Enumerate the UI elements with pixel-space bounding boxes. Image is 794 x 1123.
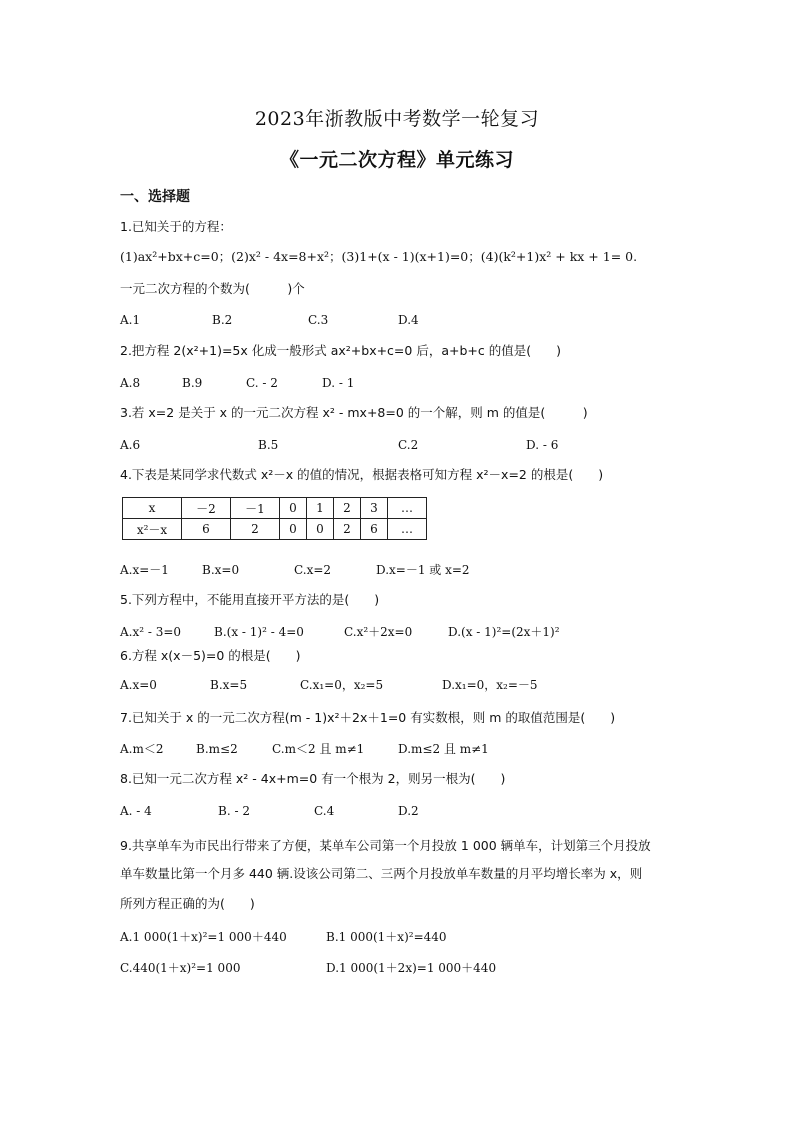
table-cell: x	[123, 498, 182, 519]
question-3-option-d: D. - 6	[526, 438, 559, 452]
table-cell: 6	[361, 519, 388, 540]
question-7-stem: 7.已知关于 x 的一元二次方程(m - 1)x²＋2x＋1=0 有实数根，则 m 的取值范围是( )	[120, 710, 616, 725]
question-2-option-a: A.8	[120, 376, 141, 390]
question-6-stem: 6.方程 x(x－5)=0 的根是( )	[120, 648, 301, 663]
table-cell: 0	[307, 519, 334, 540]
question-5-option-c: C.x²＋2x=0	[344, 625, 413, 639]
table-cell: 1	[307, 498, 334, 519]
question-8-option-c: C.4	[314, 804, 335, 818]
question-4-option-d: D.x=－1 或 x=2	[376, 563, 470, 577]
question-7-option-a: A.m＜2	[120, 742, 164, 756]
question-9-option-c: C.440(1＋x)²=1 000	[120, 961, 241, 975]
table-cell: 6	[182, 519, 231, 540]
question-9-stem-line-3: 所列方程正确的为( )	[120, 896, 255, 911]
question-1-stem: 1.已知关于的方程：	[120, 219, 232, 234]
table-cell: 2	[334, 519, 361, 540]
table-cell: …	[388, 519, 427, 540]
question-6-option-b: B.x=5	[210, 678, 248, 692]
question-2-option-b: B.9	[182, 376, 203, 390]
section-heading: 一、选择题	[120, 189, 190, 205]
question-6-option-a: A.x=0	[120, 678, 157, 692]
question-7-option-c: C.m＜2 且 m≠1	[272, 742, 365, 756]
question-9-stem-line-2: 单车数量比第一个月多 440 辆.设该公司第二、三两个月投放单车数量的月平均增长率为 x，则	[120, 866, 643, 881]
table-cell: 3	[361, 498, 388, 519]
question-1-ask: 一元二次方程的个数为( )个	[120, 281, 305, 296]
question-3-option-a: A.6	[120, 438, 141, 452]
question-5-option-b: B.(x - 1)² - 4=0	[214, 625, 304, 639]
question-2-option-c: C. - 2	[246, 376, 278, 390]
question-7-option-d: D.m≤2 且 m≠1	[398, 742, 489, 756]
table-row	[123, 498, 427, 519]
table-cell: 0	[280, 519, 307, 540]
question-1-option-a: A.1	[120, 313, 141, 327]
question-1-option-c: C.3	[308, 313, 329, 327]
table-cell: 2	[334, 498, 361, 519]
question-1-option-d: D.4	[398, 313, 419, 327]
question-5-option-d: D.(x - 1)²=(2x＋1)²	[448, 625, 560, 639]
question-9-option-d: D.1 000(1＋2x)=1 000＋440	[326, 961, 497, 975]
question-4-stem: 4.下表是某同学求代数式 x²－x 的值的情况，根据表格可知方程 x²－x=2 的根是( )	[120, 467, 604, 482]
question-3-option-b: B.5	[258, 438, 279, 452]
table-cell: －1	[231, 498, 280, 519]
question-8-option-d: D.2	[398, 804, 419, 818]
question-4-option-c: C.x=2	[294, 563, 332, 577]
question-4-option-a: A.x=－1	[120, 563, 169, 577]
question-9-option-a: A.1 000(1＋x)²=1 000＋440	[120, 930, 287, 944]
question-1-option-b: B.2	[212, 313, 233, 327]
question-1-formulas: (1)ax²+bx+c=0；(2)x² - 4x=8+x²；(3)1+(x - 1)(x+1)=0；(4)(k²+1)x² + kx + 1= 0.	[120, 249, 638, 264]
question-6-option-c: C.x₁=0，x₂=5	[300, 678, 384, 692]
question-5-option-a: A.x² - 3=0	[120, 625, 182, 639]
question-3-stem: 3.若 x=2 是关于 x 的一元二次方程 x² - mx+8=0 的一个解，则 m 的值是( )	[120, 405, 588, 420]
table-cell: 2	[231, 519, 280, 540]
table-cell: 0	[280, 498, 307, 519]
question-5-stem: 5.下列方程中，不能用直接开平方法的是( )	[120, 592, 380, 607]
question-8-option-b: B. - 2	[218, 804, 250, 818]
question-8-option-a: A. - 4	[120, 804, 152, 818]
question-9-option-b: B.1 000(1＋x)²=440	[326, 930, 447, 944]
question-9-stem-line-1: 9.共享单车为市民出行带来了方便，某单车公司第一个月投放 1 000 辆单车，计划第三个月投放	[120, 838, 651, 853]
value-table	[122, 497, 427, 540]
question-3-option-c: C.2	[398, 438, 419, 452]
question-2-option-d: D. - 1	[322, 376, 355, 390]
table-cell: …	[388, 498, 427, 519]
table-cell: －2	[182, 498, 231, 519]
question-4-option-b: B.x=0	[202, 563, 240, 577]
question-7-option-b: B.m≤2	[196, 742, 238, 756]
document-title: 2023年浙教版中考数学一轮复习	[254, 108, 540, 130]
question-2-stem: 2.把方程 2(x²+1)=5x 化成一般形式 ax²+bx+c=0 后，a+b+c 的值是( )	[120, 343, 561, 358]
table-row	[123, 519, 427, 540]
document-subtitle: 《一元二次方程》单元练习	[279, 149, 514, 171]
table-cell: x²－x	[123, 519, 182, 540]
question-8-stem: 8.已知一元二次方程 x² - 4x+m=0 有一个根为 2，则另一根为( )	[120, 771, 506, 786]
question-6-option-d: D.x₁=0，x₂=－5	[442, 678, 538, 692]
